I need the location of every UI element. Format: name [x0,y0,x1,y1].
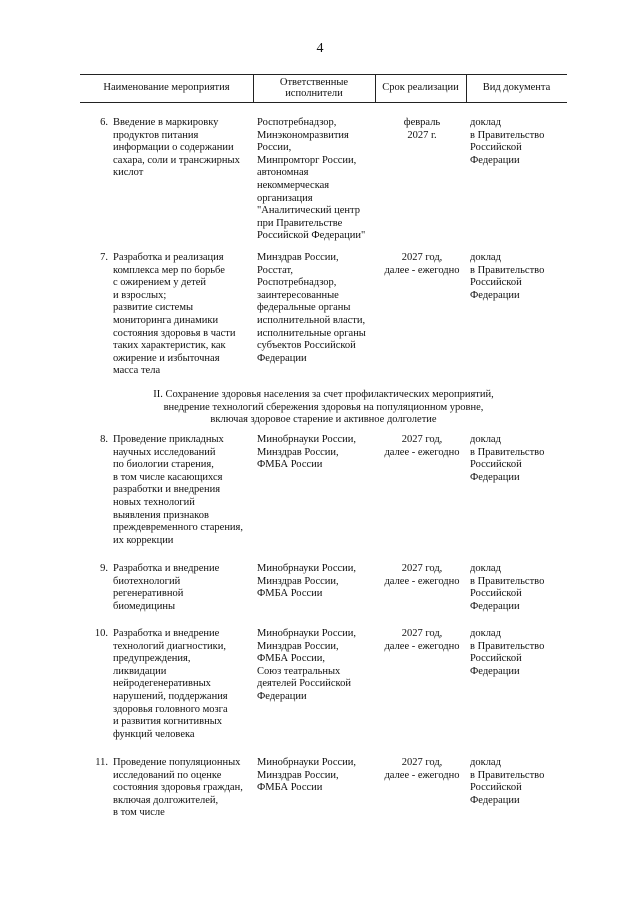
row-number: 7. [100,252,108,263]
responsible-executors: Роспотребнадзор, Минэкономразвития России, Минпромторг России, автономная некоммерческая организация "Аналитический центр при Правительстве Российской Федерации" [257,117,366,242]
document-type: доклад в Правительство Российской Федерации [470,628,545,677]
page-number: 4 [316,41,324,56]
row-number: 9. [100,563,108,574]
row-number: 8. [100,434,108,445]
implementation-term: 2027 год, далее - ежегодно [384,434,460,458]
responsible-executors: Минобрнауки России, Минздрав России, ФМБА России, Союз театральных деятелей Российской Федерации [257,628,357,702]
section-title: II. Сохранение здоровья населения за счет профилактических мероприятий, внедрение технологий сбережения здоровья на популяционном уровне, включая здоровое старение и активное долголетие [153,389,494,426]
implementation-term: 2027 год, далее - ежегодно [384,628,460,652]
implementation-term: февраль 2027 г. [403,117,441,141]
measure-name: Проведение популяционных исследований по оценке состояния здоровья граждан, включая долгожителей, в том числе [113,757,243,819]
document-type: доклад в Правительство Российской Федерации [470,252,545,301]
measure-name: Разработка и реализация комплекса мер по борьбе с ожирением у детей и взрослых; развитие системы мониторинга динамики состояния здоровья в части таких характеристик, как ожирение и избыточная масса тела [113,252,236,377]
measure-name: Проведение прикладных научных исследований по биологии старения, в том числе касающихся разработки и внедрения новых технологий выявления признаков преждевременного старения, их коррекции [113,434,244,546]
document-type: доклад в Правительство Российской Федерации [470,117,545,166]
row-number: 10. [94,628,108,639]
document-type: доклад в Правительство Российской Федерации [470,757,545,806]
table-header-bottom-rule [80,102,567,103]
measure-name: Введение в маркировку продуктов питания информации о содержании сахара, соли и трансжирных кислот [113,117,240,179]
implementation-term: 2027 год, далее - ежегодно [384,563,460,587]
document-type: доклад в Правительство Российской Федерации [470,563,545,612]
responsible-executors: Минобрнауки России, Минздрав России, ФМБА России [257,434,357,471]
row-number: 11. [95,757,108,768]
column-header-responsible: Ответственные исполнители [279,76,349,99]
responsible-executors: Минздрав России, Росстат, Роспотребнадзор, заинтересованные федеральные органы исполнительной власти, исполнительные органы субъектов Российской Федерации [257,252,366,364]
column-header-name: Наименование мероприятия [103,82,230,94]
measure-name: Разработка и внедрение биотехнологий регенеративной биомедицины [113,563,220,612]
measure-name: Разработка и внедрение технологий диагностики, предупреждения, ликвидации нейродегенеративных нарушений, поддержания здоровья головного мозга и развития когнитивных функций человека [113,628,228,740]
column-header-doc-type: Вид документа [482,82,551,94]
responsible-executors: Минобрнауки России, Минздрав России, ФМБА России [257,757,357,794]
document-type: доклад в Правительство Российской Федерации [470,434,545,483]
implementation-term: 2027 год, далее - ежегодно [384,757,460,781]
implementation-term: 2027 год, далее - ежегодно [384,252,460,276]
responsible-executors: Минобрнауки России, Минздрав России, ФМБА России [257,563,357,600]
row-number: 6. [100,117,108,128]
column-header-term: Срок реализации [382,82,459,94]
